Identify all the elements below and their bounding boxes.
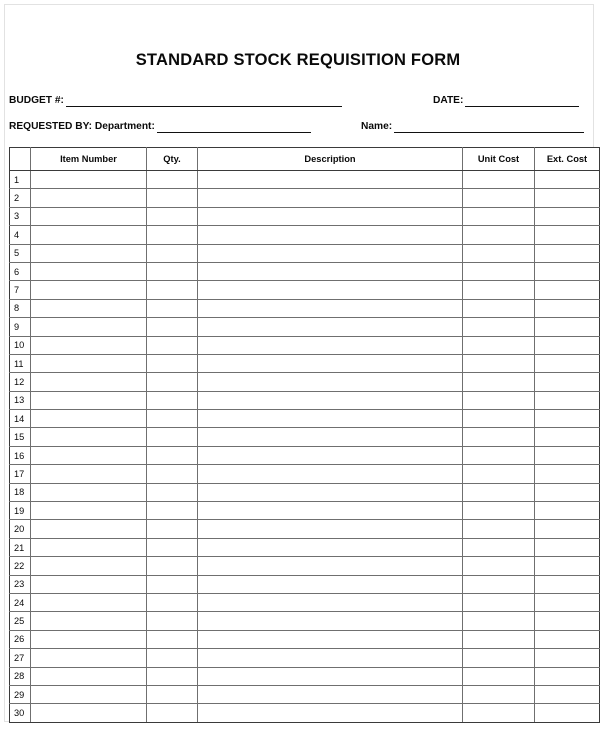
cell-description[interactable] xyxy=(198,318,463,336)
cell-row-number: 24 xyxy=(10,593,31,611)
cell-ext-cost[interactable] xyxy=(535,281,600,299)
cell-unit-cost[interactable] xyxy=(463,630,535,648)
cell-item-number[interactable] xyxy=(31,373,147,391)
cell-qty[interactable] xyxy=(147,244,198,262)
table-row xyxy=(10,373,600,391)
cell-qty[interactable] xyxy=(147,465,198,483)
table-row xyxy=(10,244,600,262)
cell-item-number[interactable] xyxy=(31,336,147,354)
cell-row-number: 19 xyxy=(10,502,31,520)
table-row xyxy=(10,299,600,317)
cell-description[interactable] xyxy=(198,520,463,538)
cell-description[interactable] xyxy=(198,171,463,189)
cell-row-number: 14 xyxy=(10,410,31,428)
table-row xyxy=(10,207,600,225)
column-header-row-number xyxy=(10,148,31,171)
cell-qty[interactable] xyxy=(147,354,198,372)
cell-item-number[interactable] xyxy=(31,704,147,722)
table-row xyxy=(10,226,600,244)
cell-ext-cost[interactable] xyxy=(535,354,600,372)
cell-qty[interactable] xyxy=(147,667,198,685)
cell-qty[interactable] xyxy=(147,299,198,317)
cell-ext-cost[interactable] xyxy=(535,630,600,648)
cell-item-number[interactable] xyxy=(31,281,147,299)
column-header-qty: Qty. xyxy=(147,148,198,171)
cell-item-number[interactable] xyxy=(31,262,147,280)
cell-item-number[interactable] xyxy=(31,189,147,207)
table-row xyxy=(10,428,600,446)
cell-description[interactable] xyxy=(198,502,463,520)
cell-item-number[interactable] xyxy=(31,575,147,593)
form-page xyxy=(4,4,594,722)
table-row xyxy=(10,667,600,685)
cell-description[interactable] xyxy=(198,483,463,501)
table-row xyxy=(10,171,600,189)
cell-ext-cost[interactable] xyxy=(535,667,600,685)
cell-row-number: 29 xyxy=(10,685,31,703)
cell-item-number[interactable] xyxy=(31,410,147,428)
table-row xyxy=(10,465,600,483)
cell-unit-cost[interactable] xyxy=(463,428,535,446)
cell-row-number: 30 xyxy=(10,704,31,722)
cell-qty[interactable] xyxy=(147,704,198,722)
table-row xyxy=(10,502,600,520)
cell-ext-cost[interactable] xyxy=(535,318,600,336)
field-row-requested-by xyxy=(5,117,591,133)
table-row xyxy=(10,538,600,556)
cell-qty[interactable] xyxy=(147,649,198,667)
table-row xyxy=(10,189,600,207)
cell-item-number[interactable] xyxy=(31,649,147,667)
cell-unit-cost[interactable] xyxy=(463,667,535,685)
cell-ext-cost[interactable] xyxy=(535,593,600,611)
table-row xyxy=(10,410,600,428)
cell-qty[interactable] xyxy=(147,502,198,520)
cell-unit-cost[interactable] xyxy=(463,189,535,207)
cell-qty[interactable] xyxy=(147,446,198,464)
cell-item-number[interactable] xyxy=(31,593,147,611)
cell-ext-cost[interactable] xyxy=(535,171,600,189)
cell-row-number: 6 xyxy=(10,262,31,280)
table-row xyxy=(10,391,600,409)
cell-qty[interactable] xyxy=(147,226,198,244)
cell-row-number: 26 xyxy=(10,630,31,648)
cell-qty[interactable] xyxy=(147,207,198,225)
cell-row-number: 5 xyxy=(10,244,31,262)
cell-unit-cost[interactable] xyxy=(463,538,535,556)
cell-qty[interactable] xyxy=(147,593,198,611)
cell-row-number: 16 xyxy=(10,446,31,464)
date-input[interactable] xyxy=(465,93,579,107)
table-header xyxy=(10,148,600,171)
table-row xyxy=(10,593,600,611)
cell-unit-cost[interactable] xyxy=(463,354,535,372)
table-row xyxy=(10,446,600,464)
cell-unit-cost[interactable] xyxy=(463,262,535,280)
cell-description[interactable] xyxy=(198,189,463,207)
cell-unit-cost[interactable] xyxy=(463,557,535,575)
table-row xyxy=(10,704,600,722)
cell-qty[interactable] xyxy=(147,557,198,575)
budget-number-label: BUDGET #: xyxy=(9,95,64,106)
table-row xyxy=(10,281,600,299)
cell-row-number: 11 xyxy=(10,354,31,372)
cell-description[interactable] xyxy=(198,373,463,391)
cell-item-number[interactable] xyxy=(31,171,147,189)
cell-qty[interactable] xyxy=(147,483,198,501)
cell-qty[interactable] xyxy=(147,685,198,703)
cell-item-number[interactable] xyxy=(31,685,147,703)
table-row xyxy=(10,649,600,667)
column-header-unit-cost: Unit Cost xyxy=(463,148,535,171)
cell-ext-cost[interactable] xyxy=(535,483,600,501)
cell-unit-cost[interactable] xyxy=(463,281,535,299)
page-title: STANDARD STOCK REQUISITION FORM xyxy=(135,51,461,69)
cell-unit-cost[interactable] xyxy=(463,244,535,262)
cell-unit-cost[interactable] xyxy=(463,373,535,391)
cell-row-number: 23 xyxy=(10,575,31,593)
cell-description[interactable] xyxy=(198,446,463,464)
cell-unit-cost[interactable] xyxy=(463,612,535,630)
cell-item-number[interactable] xyxy=(31,391,147,409)
table-header-row xyxy=(10,148,600,171)
cell-row-number: 2 xyxy=(10,189,31,207)
cell-row-number: 28 xyxy=(10,667,31,685)
cell-description[interactable] xyxy=(198,667,463,685)
cell-description[interactable] xyxy=(198,207,463,225)
table-row xyxy=(10,354,600,372)
cell-qty[interactable] xyxy=(147,538,198,556)
table-row xyxy=(10,612,600,630)
table-row xyxy=(10,318,600,336)
cell-unit-cost[interactable] xyxy=(463,465,535,483)
cell-qty[interactable] xyxy=(147,520,198,538)
requisition-table xyxy=(9,147,600,723)
cell-qty[interactable] xyxy=(147,373,198,391)
cell-ext-cost[interactable] xyxy=(535,575,600,593)
cell-row-number: 27 xyxy=(10,649,31,667)
cell-description[interactable] xyxy=(198,704,463,722)
cell-description[interactable] xyxy=(198,630,463,648)
cell-description[interactable] xyxy=(198,281,463,299)
cell-qty[interactable] xyxy=(147,575,198,593)
cell-unit-cost[interactable] xyxy=(463,318,535,336)
cell-ext-cost[interactable] xyxy=(535,685,600,703)
cell-row-number: 25 xyxy=(10,612,31,630)
cell-description[interactable] xyxy=(198,391,463,409)
table-row xyxy=(10,262,600,280)
cell-unit-cost[interactable] xyxy=(463,685,535,703)
cell-row-number: 18 xyxy=(10,483,31,501)
cell-row-number: 1 xyxy=(10,171,31,189)
cell-unit-cost[interactable] xyxy=(463,207,535,225)
cell-row-number: 22 xyxy=(10,557,31,575)
requester-name-field[interactable] xyxy=(361,117,584,133)
cell-ext-cost[interactable] xyxy=(535,538,600,556)
cell-description[interactable] xyxy=(198,299,463,317)
cell-item-number[interactable] xyxy=(31,446,147,464)
table-row xyxy=(10,557,600,575)
cell-ext-cost[interactable] xyxy=(535,189,600,207)
cell-row-number: 17 xyxy=(10,465,31,483)
cell-item-number[interactable] xyxy=(31,318,147,336)
cell-ext-cost[interactable] xyxy=(535,226,600,244)
budget-number-input[interactable] xyxy=(66,93,342,107)
cell-description[interactable] xyxy=(198,575,463,593)
cell-description[interactable] xyxy=(198,538,463,556)
cell-ext-cost[interactable] xyxy=(535,207,600,225)
cell-ext-cost[interactable] xyxy=(535,299,600,317)
cell-qty[interactable] xyxy=(147,281,198,299)
requester-name-input[interactable] xyxy=(394,119,584,133)
cell-item-number[interactable] xyxy=(31,226,147,244)
cell-item-number[interactable] xyxy=(31,667,147,685)
cell-qty[interactable] xyxy=(147,189,198,207)
cell-description[interactable] xyxy=(198,428,463,446)
cell-description[interactable] xyxy=(198,262,463,280)
cell-row-number: 15 xyxy=(10,428,31,446)
cell-ext-cost[interactable] xyxy=(535,704,600,722)
cell-description[interactable] xyxy=(198,244,463,262)
cell-item-number[interactable] xyxy=(31,299,147,317)
cell-ext-cost[interactable] xyxy=(535,428,600,446)
cell-qty[interactable] xyxy=(147,630,198,648)
date-label: DATE: xyxy=(433,95,464,106)
cell-ext-cost[interactable] xyxy=(535,410,600,428)
cell-description[interactable] xyxy=(198,612,463,630)
department-field[interactable] xyxy=(9,117,311,133)
cell-qty[interactable] xyxy=(147,391,198,409)
cell-item-number[interactable] xyxy=(31,354,147,372)
cell-description[interactable] xyxy=(198,649,463,667)
cell-ext-cost[interactable] xyxy=(535,391,600,409)
cell-qty[interactable] xyxy=(147,410,198,428)
cell-item-number[interactable] xyxy=(31,465,147,483)
cell-unit-cost[interactable] xyxy=(463,410,535,428)
cell-unit-cost[interactable] xyxy=(463,520,535,538)
table-row xyxy=(10,520,600,538)
cell-unit-cost[interactable] xyxy=(463,575,535,593)
cell-row-number: 9 xyxy=(10,318,31,336)
cell-ext-cost[interactable] xyxy=(535,446,600,464)
cell-item-number[interactable] xyxy=(31,520,147,538)
cell-description[interactable] xyxy=(198,410,463,428)
cell-unit-cost[interactable] xyxy=(463,483,535,501)
cell-unit-cost[interactable] xyxy=(463,391,535,409)
cell-qty[interactable] xyxy=(147,171,198,189)
cell-qty[interactable] xyxy=(147,262,198,280)
column-header-description: Description xyxy=(198,148,463,171)
cell-row-number: 4 xyxy=(10,226,31,244)
cell-ext-cost[interactable] xyxy=(535,244,600,262)
cell-unit-cost[interactable] xyxy=(463,336,535,354)
cell-item-number[interactable] xyxy=(31,428,147,446)
field-row-budget xyxy=(5,91,591,107)
cell-unit-cost[interactable] xyxy=(463,226,535,244)
cell-item-number[interactable] xyxy=(31,538,147,556)
cell-row-number: 13 xyxy=(10,391,31,409)
cell-unit-cost[interactable] xyxy=(463,502,535,520)
table-row xyxy=(10,575,600,593)
cell-ext-cost[interactable] xyxy=(535,520,600,538)
cell-row-number: 21 xyxy=(10,538,31,556)
cell-item-number[interactable] xyxy=(31,483,147,501)
column-header-item-number: Item Number xyxy=(31,148,147,171)
cell-ext-cost[interactable] xyxy=(535,465,600,483)
cell-description[interactable] xyxy=(198,336,463,354)
cell-description[interactable] xyxy=(198,593,463,611)
table-body xyxy=(10,171,600,723)
cell-row-number: 10 xyxy=(10,336,31,354)
cell-ext-cost[interactable] xyxy=(535,373,600,391)
cell-unit-cost[interactable] xyxy=(463,593,535,611)
cell-ext-cost[interactable] xyxy=(535,612,600,630)
cell-row-number: 7 xyxy=(10,281,31,299)
cell-row-number: 3 xyxy=(10,207,31,225)
table-row xyxy=(10,630,600,648)
cell-ext-cost[interactable] xyxy=(535,336,600,354)
cell-unit-cost[interactable] xyxy=(463,299,535,317)
cell-unit-cost[interactable] xyxy=(463,446,535,464)
cell-description[interactable] xyxy=(198,557,463,575)
table-row xyxy=(10,483,600,501)
cell-unit-cost[interactable] xyxy=(463,649,535,667)
cell-qty[interactable] xyxy=(147,336,198,354)
table-row xyxy=(10,685,600,703)
department-input[interactable] xyxy=(157,119,311,133)
date-field[interactable] xyxy=(433,91,579,107)
cell-unit-cost[interactable] xyxy=(463,704,535,722)
cell-row-number: 8 xyxy=(10,299,31,317)
cell-qty[interactable] xyxy=(147,318,198,336)
cell-item-number[interactable] xyxy=(31,630,147,648)
cell-item-number[interactable] xyxy=(31,612,147,630)
cell-ext-cost[interactable] xyxy=(535,502,600,520)
table-row xyxy=(10,336,600,354)
budget-number-field[interactable] xyxy=(9,91,342,107)
cell-description[interactable] xyxy=(198,354,463,372)
requester-name-label: Name: xyxy=(361,121,393,132)
cell-description[interactable] xyxy=(198,226,463,244)
cell-item-number[interactable] xyxy=(31,244,147,262)
cell-qty[interactable] xyxy=(147,428,198,446)
cell-item-number[interactable] xyxy=(31,502,147,520)
cell-description[interactable] xyxy=(198,465,463,483)
cell-row-number: 20 xyxy=(10,520,31,538)
cell-item-number[interactable] xyxy=(31,207,147,225)
cell-unit-cost[interactable] xyxy=(463,171,535,189)
cell-qty[interactable] xyxy=(147,612,198,630)
cell-row-number: 12 xyxy=(10,373,31,391)
cell-ext-cost[interactable] xyxy=(535,557,600,575)
cell-description[interactable] xyxy=(198,685,463,703)
column-header-ext-cost: Ext. Cost xyxy=(535,148,600,171)
cell-item-number[interactable] xyxy=(31,557,147,575)
cell-ext-cost[interactable] xyxy=(535,649,600,667)
department-label: REQUESTED BY: Department: xyxy=(9,121,155,132)
cell-ext-cost[interactable] xyxy=(535,262,600,280)
